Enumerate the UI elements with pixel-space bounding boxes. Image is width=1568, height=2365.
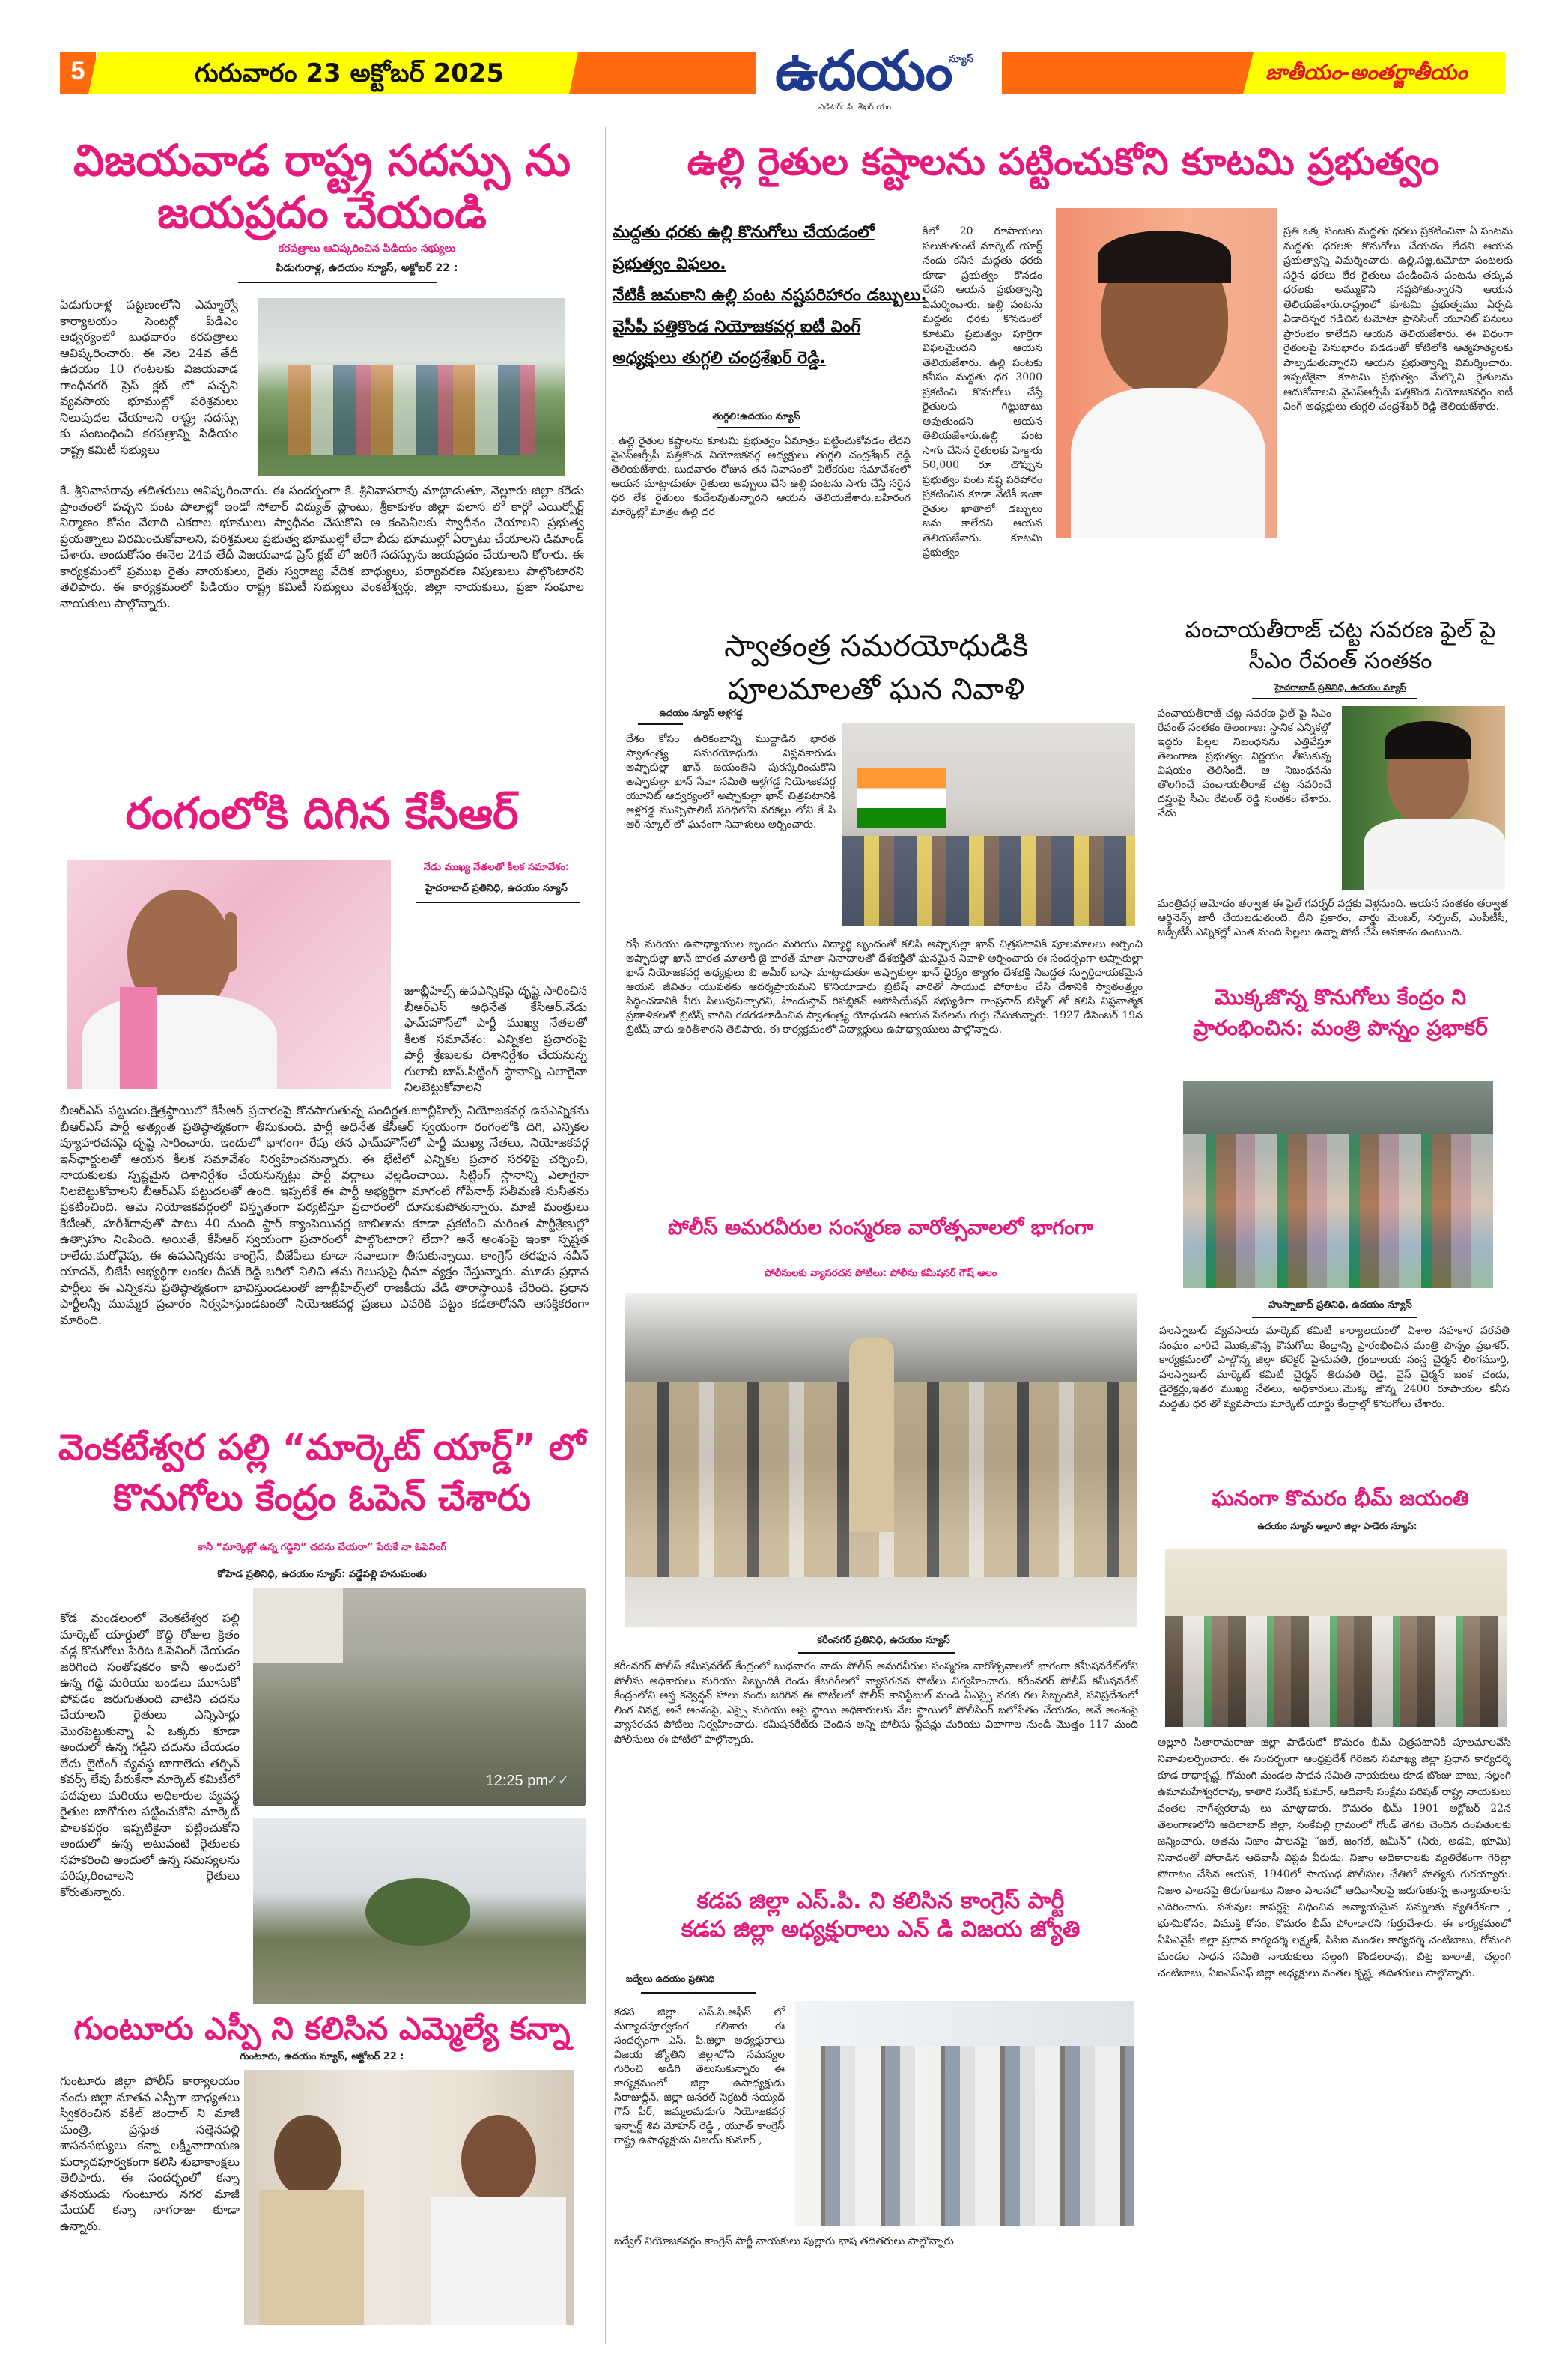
body-column: కోడ మండలంలో వెంకటేశ్వర పల్లి మార్కెట్ యార్డులో కొద్ది రోజుల క్రితం వడ్ల కొనుగోలు పేరిట ఓపెనింగ్ చేయడం జరిగింది సంతోషకరం కానీ అందులో ఉన్న గడ్డి మరియు బండలు మూసుకో పోవడం జరుగుతుంది వాటిని చదను చేయాలని రైతులు ఎన్నిసార్లు మొరపెట్టుకున్నా ఏ ఒక్కరు కూడా అందులో ఉన్న గడ్డిని చదును చేయడం లేదు లైటింగ్ వ్యవస్థ బాగాలేదు తర్పిన్ కవర్స్ లేవు పేరుకేనా మార్కెట్ కమిటీలో పదవులు మరియు అధికారుల వ్యవస్థ రైతుల బాగోగుల పట్టించుకోని మార్కెట్ పాలకవర్గం ఇప్పటికైనా పట్టించుకోని అందులో ఉన్న అటువంటి రైతులకు సహకరించి అందులో ఉన్న సమస్యలను పరిష్కరించాలని రైతులు కోరుతున్నారు. bbox=[60, 1611, 240, 1899]
byline-rule bbox=[798, 1652, 955, 1654]
byline-rule bbox=[638, 723, 683, 725]
subheading: పోలీసులకు వ్యాసరచన పోటీలు: పోలీసు కమీషనర్ గౌష్ ఆలం bbox=[764, 1268, 997, 1279]
photo-market-yard-chat bbox=[253, 1588, 586, 1806]
byline-rule bbox=[717, 427, 800, 428]
body-column: పంచాయతీరాజ్ చట్ట సవరణ ఫైల్ పై సీఎం రేవంత్ సంతకం తెలంగాణ: స్థానిక ఎన్నికల్లో ఇద్దరు పిల్లల నిబంధనను ఎత్తివేస్తూ తెలంగాణ ప్రభుత్వం నిర్ణయం తీసుకున్న విషయం తెలిసిందే. ఆ నిబంధనను తొలగించే పంచాయతీరాజ్ చట్ట సవరించే దస్త్రంపై సీఎం రేవంత్ రెడ్డి సంతకం చేశారు. నేడు bbox=[1158, 708, 1331, 819]
issue-date: గురువారం 23 అక్టోబర్ 2025 bbox=[195, 58, 505, 88]
mla-face bbox=[461, 2115, 536, 2205]
byline: కరీంనగర్ ప్రతినిధి, ఉదయం న్యూస్ bbox=[817, 1635, 950, 1646]
body-middle: కిలో 20 రూపాయలు పలుకుతుంటే మార్కెట్ యార్డ్ నందు కనీస మద్దతు ధరకు కూడా ప్రభుత్వం కొనడం లేదని ఆయన ప్రభుత్వాన్ని విమర్శించారు. ఉల్లి పంటను మద్దతు ధరకు కొనడంలో కూటమి ప్రభుత్వం పూర్తిగా విఫలమైందని ఆయన తెలియజేశారు. ఉల్లి పంటకు కనీసం మద్దతు ధర 3000 ప్రకటించి కొనుగోలు చేస్తే రైతులకు గిట్టుబాటు అవుతుందని ఆయన తెలియజేశారు.ఉల్లి పంట సాగు చేసిన రైతులకు హెక్టారు 50,000 రూ చొప్పున ప్రభుత్వం పంట నష్ట పరిహారం ప్రకటించిన కూడా నేటికీ ఇంకా రైతుల ఖాతాలో డబ్బులు జమ కాలేదని ఆయన తెలియజేశారు. కూటమి ప్రభుత్వం bbox=[923, 225, 1042, 559]
photo-kcr-speaking bbox=[67, 860, 391, 1089]
body-column: గుంటూరు జిల్లా పోలీస్ కార్యాలయం నందు జిల్లా నూతన ఎస్పీగా బాధ్యతలు స్వీకరించిన వకీల్ జిందాల్ ని మాజీ మంత్రి, ప్రస్తుత సత్తెనపల్లి శాసనసభ్యులు కన్నా లక్ష్మీనారాయణ మర్యాదపూర్వకంగా కలిసి శుభాకాంక్షలు తెలిపారు. ఈ సందర్భంలో కన్నా తనయుడు గుంటూరు నగర మాజీ మేయర్ కన్నా నాగరాజు కూడా ఉన్నారు. bbox=[60, 2074, 240, 2233]
tree bbox=[365, 1878, 470, 1946]
speaker-shirt bbox=[82, 995, 277, 1089]
banner-stripe-left bbox=[569, 52, 756, 94]
headline: గుంటూరు ఎస్పీ ని కలిసిన ఎమ్మెల్యే కన్నా bbox=[73, 2010, 571, 2047]
byline: హైదరాబాద్ ప్రతినిధి, ఉదయం న్యూస్ bbox=[425, 883, 568, 894]
portrait-shirt bbox=[1071, 388, 1265, 538]
cm-shirt bbox=[1364, 819, 1505, 890]
headline-line-1: మొక్కజొన్న కొనుగోలు కేంద్రం ని bbox=[1215, 985, 1466, 1010]
headline bbox=[619, 1887, 1143, 1943]
point-3: వైసీపీ పత్తికొండ నియోజకవర్గ ఐటీ వింగ్ అధ్యక్షులు తుగ్గలి చంద్రశేఖర్ రెడ్డి. bbox=[613, 318, 861, 368]
byline: ఉదయం న్యూస్ ఆళ్లగడ్డ bbox=[659, 708, 743, 718]
officer-face bbox=[274, 2115, 341, 2197]
headline-line-2: జయప్రదం చేయండి bbox=[157, 186, 487, 238]
newspaper-logo bbox=[760, 39, 1000, 114]
column-divider bbox=[605, 127, 606, 2344]
byline-rule bbox=[416, 902, 580, 903]
body-text: బీఆర్ఎస్ పట్టుదల.క్షేత్రస్థాయిలో కేసీఆర్ ప్రచారంపై కొనసాగుతున్న సందిగ్ధత.జూబ్లీహిల్స్ నియోజకవర్గ ఉపఎన్నికను బీఆర్ఎస్ పార్టీ అత్యంత ప్రతిష్ఠాత్మకంగా తీసుకుంది. పార్టీ అధినేత కేసీఆర్ స్వయంగా రంగంలోకి దిగి, ఎన్నికల వ్యూహరచనపై దృష్టి సారించారు. ఇందులో భాగంగా రేపు తన ఫామ్‌హౌస్‌లో పార్టీ ముఖ్య నేతలు, నియోజకవర్గ ఇన్‌ఛార్జులతో ఆయన కీలక సమావేశం నిర్వహించనున్నారు. ఈ భేటీలో ఎన్నికల ప్రచార సరళిపై చర్చించి, నాయకులకు స్పష్టమైన దిశానిర్దేశం చేయనున్నట్లు పార్టీ వర్గాలు వెల్లడించాయి. సిట్టింగ్ స్థానాన్ని ఎలాగైనా నిలబెట్టుకోవాలని బీఆర్ఎస్ పట్టుదలతో ఉంది. ఇప్పటికే ఈ పార్టీ అభ్యర్థిగా మాగంటి గోపీనాథ్ సతీమణి సునీతను ప్రకటించింది. ఆమె నియోజకవర్గంలో విస్తృతంగా పర్యటిస్తూ ప్రచారంలో దూసుకుపోతున్నారు. మాజీ మంత్రులు కేటీఆర్, హరీశ్‌రావుతో పాటు 40 మంది స్టార్ క్యాంపెయినర్ల జాబితాను కూడా ప్రకటించి మరింత పార్టీశ్రేణుల్లో ఉత్సాహం నింపింది. అయితే, కేసీఆర్ స్వయంగా ప్రచారంలో పాల్గొంటారా? లేదా? అనే అంశంపై ఇంకా స్పష్టత రాలేదు.మరోవైపు, ఈ ఉపఎన్నికను కాంగ్రెస్, బీజేపీలు కూడా సవాలుగా తీసుకున్నాయి. కాంగ్రెస్ తరఫున నవీన్ యాదవ్, బీజేపీ అభ్యర్థిగా లంకల దీపక్ రెడ్డి బరిలో నిలిచి తమ గెలుపుపై ధీమా వ్యక్తం చేస్తున్నారు. మూడు ప్రధాన పార్టీలు ఈ ఎన్నికను ప్రతిష్ఠాత్మకంగా భావిస్తుండటంతో జూబ్లీహిల్స్‌లో రాజకీయ వేడి తారాస్థాయికి చేరింది. ప్రధాన పార్టీలన్నీ ముమ్మర ప్రచారం నిర్వహిస్తుండటంతో నియోజకవర్గ ప్రజలు ఎవరికి పట్టం కడతారోనని ఆసక్తికరంగా మారింది. bbox=[60, 1103, 589, 1327]
point-2: నేటికీ జమకాని ఉల్లి పంట నష్టపరిహారం డబ్బులు. bbox=[613, 286, 927, 305]
students bbox=[842, 836, 1135, 926]
logo-wordmark: ఉదయం bbox=[775, 39, 953, 102]
headline-line-1: వెంకటేశ్వర పల్లి “మార్కెట్ యార్డ్” లో bbox=[58, 1427, 586, 1469]
body-column: పిడుగురాళ్ల పట్టణంలోని ఎమ్మార్వో కార్యాలయం సెంటర్లో పిడిఎం ఆధ్వర్యంలో బుధవారం కరపత్రాలు ఆవిష్కరించారు. ఈ నెల 24వ తేదీ ఉదయం 10 గంటలకు విజయవాడ గాంధీనగర్ ప్రెస్ క్లబ్ లో పచ్చని వ్యవసాయ భూముల్లో పరిశ్రమలు నిలుపుదల చేయాలని రాష్ట్ర సదస్సు కు సంబంధించి కరపత్రాన్ని పిడియం రాష్ట్ర కమిటీ సభ్యులు bbox=[60, 297, 238, 457]
headline-line-2: సీఎం రేవంత్ సంతకం bbox=[1248, 647, 1432, 674]
photo-congress-meets-sp bbox=[795, 2001, 1134, 2226]
indian-flag bbox=[857, 768, 946, 828]
pink-scarf bbox=[120, 987, 157, 1089]
byline: హైదరాబాద్ ప్రతినిధి, ఉదయం న్యూస్ bbox=[1274, 682, 1406, 693]
byline-rule bbox=[238, 282, 437, 283]
body-column: జూబ్లీహిల్స్ ఉపఎన్నికపై దృష్టి సారించిన బీఆర్ఎస్ అధినేత కేసీఆర్.నేడు ఫామ్‌హౌస్‌లో పార్టీ ముఖ్య నేతలతో కీలక సమావేశం: ఎన్నికల ప్రచారంపై పార్టీ శ్రేణులకు దిశానిర్దేశం చేయనున్న గులాబీ బాస్.సిట్టింగ్ స్థానాన్ని ఎలాగైనా నిలబెట్టుకోవాలని bbox=[404, 983, 587, 1094]
mla-shirt bbox=[431, 2197, 566, 2325]
body-column: దేశం కోసం ఉరికంబాన్ని ముద్దాడిన భారత స్వాతంత్ర్య సమరయోధుడు విప్లవకారుడు అష్ఫాకుల్లా ఖాన్ జయంతిని పురస్కరించుకొని అష్ఫాకుల్లా ఖాన్ సేవా సమితి ఆళ్లగడ్డ నియోజకవర్గ యూనిట్ ఆధ్వర్యంలో అష్ఫాకుల్లా ఖాన్ చిత్రపటానికి ఆళ్లగడ్డ మున్సిపాలిటీ పరిధిలోని వరకల్లు లోని కే పి ఆర్ స్కూల్ లో ఘనంగా నివాళులు అర్పించారు. bbox=[626, 733, 836, 831]
headline-line-2: పూలమాలతో ఘన నివాళి bbox=[727, 673, 1025, 707]
editor-line: ఎడిటర్: పి. శేఖర్ యం bbox=[818, 102, 892, 112]
headline: ఘనంగా కొమరం భీమ్ జయంతి bbox=[1212, 1486, 1469, 1511]
photo-bheem-tribute bbox=[1165, 1549, 1507, 1727]
headline bbox=[1153, 616, 1528, 676]
headline-line-1: పంచాయతీరాజ్ చట్ట సవరణ ఫైల్ పై bbox=[1185, 617, 1496, 643]
byline: హుస్నాబాద్ ప్రతినిధి, ఉదయం న్యూస్ bbox=[1268, 1299, 1412, 1311]
body-text: అల్లూరి సీతారామరాజు జిల్లా పాడేరులో కొమరం భీమ్ చిత్రపటానికి పూలమాలవేసి నివాళులర్పించారు. ఈ సందర్భంగా ఆంధ్రప్రదేశ్ గిరిజన సమాఖ్య జిల్లా ప్రధాన కార్యదర్శి కూడ రాధాకృష్ణ, గోమంగి మండల సాధన సమితి నాయకులు కూడ బొంజు బాబు, సల్లంగి ఉమామహేశ్వరరావు, కాతారి సురేష్ కుమార్, ఆదివాసి సంక్షేమ పరిషత్ రాష్ట్ర నాయకులు వంతల నాగేశ్వరరావు లు మాట్లాడారు. కొమరం భీమ్ 1901 అక్టోబర్ 22న తెలంగాణలోని ఆదిలాబాద్ జిల్లా, సంకేపల్లి గ్రామంలో గోండ్ తెగకు చెందిన దంపతులకు జన్మించారు. అతను నిజాం పాలనపై “జల్, జంగల్, జమీన్” (నీరు, అడవి, భూమి) నినాదంతో పోరాడిన ఆదివాసీ విప్లవ వీరుడు. నిజాం అధికారాలకు వ్యతిరేకంగా గెరిల్లా పోరాటం చేసిన ఆయన, 1940లో సాయుధ పోలీసుల చేతిలో హత్యకు గురయ్యారు. నిజాం పాలనపై తిరుగుబాటు నిజాం పాలనలో ఆదివాసీలపై జరుగుతున్న అన్యాయాలను ఎదిరించారు. పశువుల కాపర్లపై విధించిన అన్యాయమైన పన్నులకు వ్యతిరేకంగా , భూమికోసం, విముక్తి కోసం, కొమరం భీమ్ పోరాడారని గుర్తుచేశారు. ఈ కార్యక్రమంలో ఏపిఎవైపీ జిల్లా ప్రధాన కార్యదర్శి లక్ష్మణ్, సిపిఐ మండల కార్యదర్శి చంటిబాబు, గోమంగి మండల సాధన సమితి నాయకులు సల్లంగి కొండలరావు, బిట్ర బాలాజీ, చల్లంగి చంటిబాబు, ఏఐఎస్ఎఫ్ జిల్లా అధ్యక్షులు వంతల కృష్ణ, తదితరులు పాల్గొన్నారు. bbox=[1158, 1737, 1511, 1979]
group-of-people bbox=[288, 365, 535, 455]
headline-line-2: కొనుగోలు కేంద్రం ఓపెన్ చేశారు bbox=[113, 1477, 531, 1520]
photo-students-tribute bbox=[842, 723, 1135, 926]
byline-rule bbox=[641, 1992, 756, 1994]
double-check-icon: ✓✓ bbox=[546, 1773, 569, 1788]
subheading: కరపత్రాలు ఆవిష్కరించిన పిడియం సభ్యులు bbox=[278, 243, 456, 255]
photo-timestamp: 12:25 pm bbox=[485, 1773, 548, 1789]
headline bbox=[52, 135, 592, 239]
headline bbox=[1153, 983, 1528, 1043]
photo-market-yard-ground bbox=[253, 1818, 586, 2004]
crowd bbox=[1183, 1134, 1493, 1288]
body-text: హుస్నాబాద్ వ్యవసాయ మార్కెట్ కమిటీ కార్యాలయంలో విశాల సహకార పరపతి సంఘం వారిచే మొక్కజొన్న కొనుగోలు కేంద్రాన్ని ప్రారంభించిన మంత్రి పొన్నం ప్రభాకర్. కార్యక్రమంలో పాల్గొన్న జిల్లా కలెక్టర్ హైమవతి, గ్రంథాలయ సంస్థ చైర్మన్ లింగమూర్తి, హుస్నాబాద్ మార్కెట్ కమిటీ చైర్మన్ తిరుపతి రెడ్డి, వైస్ చైర్మన్ బంక చందు, డైరెక్టర్లు,ఇతర ముఖ్య నేతలు, అధికారులు.మొక్క జొన్న 2400 రూపాయల కనీస మద్దతు ధర తో వ్యవసాయ మార్కెట్ యార్డు కేంద్రాల్లో కొనుగోలు చేశారు. bbox=[1159, 1325, 1510, 1410]
body-text: మంత్రివర్గ ఆమోదం తర్వాత ఈ ఫైల్ గవర్నర్ వద్దకు వెళ్లనుంది. ఆయన సంతకం తర్వాత ఆర్డినెన్స్ జారీ చేయబడుతుంది. దీని ప్రకారం, వార్డు మెంబర్, సర్పంచ్, ఎంపీటీసీ, జడ్పీటీసీ ఎన్నికల్లో ఎంత మంది పిల్లలు ఉన్నా పోటీ చేసే అవకాశం ఉంటుంది. bbox=[1158, 898, 1508, 938]
subheading: కానీ “మార్కెట్లో ఉన్న గడ్డిని” చదను చేయరా” పేరుకే నా ఓపెనింగ్ bbox=[198, 1542, 446, 1553]
byline: బద్వేలు ఉదయం ప్రతినిధి bbox=[626, 1973, 715, 1984]
body-left: : ఉల్లి రైతుల కష్టాలను కూటమి ప్రభుత్వం ఏమాత్రం పట్టించుకోవడం లేదని వైఎస్ఆర్సీపీ పత్తికొండ నియోజకవర్గ అధ్యక్షులు తుగ్గలి చంద్రశేఖర్ రెడ్డి తెలియజేశారు. బుధవారం రోజున తన నివాసంలో విలేకరుల సమావేశంలో ఆయన మాట్లాడుతూ రైతులు అప్పులు చేసి ఉల్లి పంటను సాగు చేస్తే సరైన ధర లేక రైతులు కుదేలవుతున్నారని ఆయన తెలియజేశారు.బహిరంగ మార్కెట్లో మాత్రం ఉల్లి ధర bbox=[611, 435, 911, 518]
headline: రంగంలోకి దిగిన కేసీఆర్ bbox=[125, 788, 519, 839]
body-text: బద్వేల్ నియోజకవర్గం కాంగ్రెస్ పార్టీ నాయకులు పుల్లారు భాష తదితరులు పాల్గొన్నారు bbox=[614, 2235, 954, 2247]
section-title: జాతీయం-అంతర్జాతీయం bbox=[1265, 60, 1468, 85]
byline: గుంటూరు, ఉదయం న్యూస్, అక్టోబర్ 22 : bbox=[240, 2051, 404, 2062]
headline bbox=[52, 1423, 592, 1523]
byline-rule bbox=[1252, 698, 1417, 699]
byline: తుగ్గలి:ఉదయం న్యూస్ bbox=[712, 411, 800, 422]
group-of-people bbox=[1165, 1616, 1507, 1727]
building-wall bbox=[253, 1588, 343, 1663]
headline-line-1: విజయవాడ రాష్ట్ర సదస్సు ను bbox=[73, 135, 571, 186]
headline: ఉల్లి రైతుల కష్టాలను పట్టించుకోని కూటమి ప్రభుత్వం bbox=[687, 140, 1440, 183]
highlight-points bbox=[613, 217, 927, 374]
headline: పోలీస్ అమరవీరుల సంస్మరణ వారోత్సవాలలో భాగంగా bbox=[668, 1216, 1093, 1239]
body-text: కే. శ్రీనివాసరావు తదితరులు ఆవిష్కరించారు. ఈ సందర్భంగా కే. శ్రీనివాసరావు మాట్లాడుతూ, నెల్లూరు జిల్లా కరేడు ప్రాంతంలో పచ్చని పంట పొలాల్లో ఇండో సోలార్ విద్యుత్ ప్లాంటు, శ్రీకాకుళం జిల్లా పలాస లో కార్గో ఎయిర్పోర్ట్ నిర్మాణం కోసం వేలాది ఎకరాల భూములు స్వాధీనం చేసుకొని ఆ కంపెనీలకు స్వాధీనం చేయాలని ప్రభుత్వ ప్రయత్నాలు విరమించుకోవాలని, పరిశ్రమలు ప్రభుత్వ భూముల్లో లేదా బీడు భూముల్లో ఏర్పాటు చేయాలని డిమాండ్ చేశారు. అందుకోసం ఈనెల 24వ తేదీ విజయవాడ ప్రెస్ క్లబ్ లో జరిగే సదస్సును జయప్రదం చేయాలని కోరారు. ఈ కార్యక్రమంలో ప్రముఖ రైతు నాయకులు, రైతు స్వరాజ్య వేదిక బాధ్యులు, పర్యావరణ నిపుణులు పాల్గొంటారని తెలిపారు. ఈ కార్యక్రమంలో పిడియం రాష్ట్ర కమిటీ సభ్యులు వెంకటేశ్వర్లు, జిల్లా నాయకులు, ప్రజా సంఘాల నాయకులు పాల్గొన్నారు. bbox=[60, 483, 584, 610]
headline-line-2: కడప జిల్లా అధ్యక్షురాలు ఎన్ డి విజయ జ్యోతి bbox=[681, 1916, 1081, 1943]
photo-chandrasekhar-reddy bbox=[1056, 208, 1277, 538]
photo-pidm-members bbox=[258, 298, 565, 476]
headline-line-1: స్వాతంత్ర సమరయోధుడికి bbox=[724, 629, 1028, 664]
byline: పిడుగురాళ్ల, ఉదయం న్యూస్, అక్టోబర్ 22 : bbox=[276, 262, 458, 274]
byline-rule bbox=[1252, 1317, 1417, 1318]
photo-police-essay-hall bbox=[625, 1293, 1137, 1627]
body-text: కరీంనగర్ పోలీస్ కమీషనరేట్ కేంద్రంలో బుధవారం నాడు పోలీస్ అమరవీరుల సంస్మరణ వారోత్సవాలలో భాగంగా కమీషనరేట్‌లోని పోలీసు అధికారులు మరియు సిబ్బందికి రెండు కేటగిరీలలో వ్యాసరచన పోటీలు నిర్వహించారు. కరీంనగర్ పోలీస్ కమీషనరేట్ కేంద్రంలోని అస్త్ర కన్వెన్షన్ హాలు నందు జరిగిన ఈ పోటీలలో పోలీస్ కానిస్టేబుల్ నుండి ఏఎస్సై వరకు గల సిబ్బందికి, పనిప్రదేశంలో లింగ వివక్ష, అనే అంశంపై, ఎస్సై మరియు ఆపై స్థాయి అధికారులకు నేల స్థాయిలో పోలీసింగ్ బలోపేతం చేయడం, అనే అంశంపై వ్యాసరచన పోటీలు నిర్వహించారు. కమీషనరేట్‌కు చెందిన అన్ని పోలీసు స్టేషన్లు మరియు విభాగాల నుండి మొత్తం 117 మంది పోలీసులు ఈ పోటీలో పాల్గొన్నారు. bbox=[614, 1660, 1138, 1746]
group-of-people bbox=[795, 2046, 1134, 2226]
photo-cm-revanth bbox=[1342, 706, 1505, 890]
officer-uniform bbox=[259, 2190, 364, 2325]
body-column: కడప జిల్లా ఎస్.పి.ఆఫీస్ లో మర్యాదపూర్వకంగ కలిశారు ఈ సందర్భంగా ఎస్. పి.జిల్లా అధ్యక్షురాలు విజయ జ్యోతిని జిల్లాలోని సమస్యల గురించి అడిగి తెలుసుకున్నారు ఈ కార్యక్రమంలో జిల్లా ఉపాధ్యక్షుడు సిరాజుద్దీన్, జిల్లా జనరల్ సెక్రటరీ సయ్యద్ గౌస్ పీర్, జమ్మలమడుగు నియోజకవర్గ ఇన్చార్జ్ శివ మోహన్ రెడ్డి , యూత్ కాంగ్రెస్ రాష్ట్ర ఉపాధ్యక్షుడు విజయ్ కుమార్ , bbox=[614, 2006, 785, 2146]
body-text: రఫీ మరియు ఉపాధ్యాయుల బృందం మరియు విద్యార్థి బృందంతో కలిసి అష్ఫాకుల్లా ఖాన్ చిత్రపటానికి పూలమాలలు అర్పించి అష్ఫాకుల్లా ఖాన్ భారత మాతాకీ జై భారత్ మాతా నినాదాలతో దేశభక్తితో ఘనమైన నివాళి అర్పించారు ఈ సందర్భంగా అష్ఫాకుల్లా ఖాన్ నియోజకవర్గ అధ్యక్షులు బి అమీర్ బాషా మాట్లాడుతూ అష్ఫాకుల్లా ఖాన్ ధైర్యం త్యాగం దేశభక్తి నిబద్ధత స్ఫూర్తిదాయకమైన ఆయన జీవితం యువతకు ఆదర్శప్రాయమని కొనియాడారు బ్రిటిష్ వారితో సాయుధ పోరాటం చేసి దేశానికి స్వాతంత్ర్యం సిద్ధించడానికి వీరు పిలుపునిచ్చారని, హిందుస్తాన్ రిపబ్లికన్ అసోసియేషన్ సభ్యుడిగా రాంప్రసాద్ బిస్మిల్ తో కలిసి విప్లవాత్మక ప్రణాళికలతో బ్రిటిష్ వారిని గడగడలాడించిన స్వాతంత్ర్య యోధుడని ఆయన సేవలను గుర్తు చేసుకున్నారు. 1927 డిసెంబర్ 19న బ్రిటిష్ వారు ఉరితీశారని తెలిపారు. ఈ కార్యక్రమంలో విద్యార్థులు ఉపాధ్యాయులు పాల్గొన్నారు. bbox=[626, 938, 1143, 1036]
byline: ఉదయం న్యూస్ అల్లూరి జిల్లా పాడేరు న్యూస్: bbox=[1257, 1521, 1417, 1531]
body-right: ప్రతి ఒక్క పంటకు మద్దతు ధరలు ప్రకటించినా ఏ పంటను మద్దతు ధరలకు కొనుగోలు చేయడం లేదని ఆయన ప్రభుత్వాన్ని విమర్శించారు. ఉల్లి,సజ్జ,టమోటా పంటలకు సరైన ధరలు లేక రైతులు పండించిన పంటను తక్కువ ధరలకు అమ్ముకొని నష్టపోతున్నారని ఆయన తెలియజేశారు.రాష్ట్రంలో కూటమి ప్రభుత్వము ఏర్పడి ఏడాదిన్నర గడిచిన టమోటా ప్రాసెసింగ్ యూనిట్ పనులు ప్రారంభం కాలేదని ఆయన తెలియజేశారు. ఈ విధంగా రైతులపై పెనుభారం పడడంతో కోటిలోకి ఆత్మహత్యలకు పాల్పడుతున్నారని ఆయన ప్రభుత్వాన్ని విమర్శించారు. ఇప్పటికైనా కూటమి ప్రభుత్వం మేల్కొని రైతులను ఆదుకోవాలని వైఎస్ఆర్సీపీ పత్తికొండ నియోజకవర్గం ఐటీ వింగ్ అధ్యక్షులు తుగ్గలి చంద్రశేఖర్ రెడ్డి తెలియజేశారు. bbox=[1283, 225, 1513, 413]
standing-officer bbox=[849, 1338, 894, 1532]
page-number: 5 bbox=[70, 57, 85, 85]
headline bbox=[622, 625, 1131, 711]
banner-stripe-right bbox=[1002, 52, 1271, 94]
photo-mla-meets-sp bbox=[244, 2070, 574, 2325]
point-1: మద్దతు ధరకు ఉల్లి కొనుగోలు చేయడంలో ప్రభుత్వం విఫలం. bbox=[613, 223, 875, 273]
headline-line-2: ప్రారంభించిన: మంత్రి పొన్నం ప్రభాకర్ bbox=[1193, 1015, 1488, 1040]
portrait-hair bbox=[1098, 231, 1231, 283]
raised-finger bbox=[225, 912, 237, 972]
subheading: నేడు ముఖ్య నేతలతో కీలక సమావేశం: bbox=[423, 862, 570, 873]
logo-subtext: న్యూస్ bbox=[949, 54, 973, 65]
headline-line-1: కడప జిల్లా ఎస్.పి. ని కలిసిన కాంగ్రెస్ పార్టీ bbox=[696, 1888, 1065, 1914]
byline: కోహెడ ప్రతినిధి, ఉదయం న్యూస్: వడ్డేపల్లి హనుమంతు bbox=[217, 1569, 427, 1580]
photo-minister-ponnam bbox=[1183, 1081, 1493, 1288]
cm-hair bbox=[1385, 721, 1471, 759]
